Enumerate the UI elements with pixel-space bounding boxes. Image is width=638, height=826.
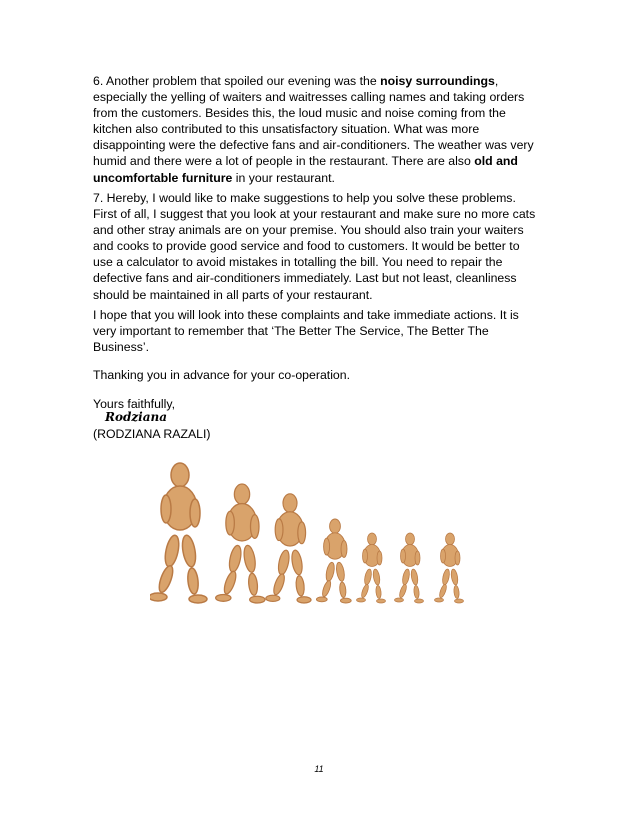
text-segment: kitchen also contributed to this unsatisfactory situation. What was more bbox=[93, 122, 480, 137]
walking-figure bbox=[316, 519, 351, 603]
text-segment: from the customers. Besides this, the loud music and noise coming from the bbox=[93, 106, 506, 121]
text-line bbox=[93, 153, 543, 169]
bold-text: uncomfortable furniture bbox=[93, 170, 233, 185]
closing-line: Yours faithfully, bbox=[93, 397, 176, 411]
text-segment: in your restaurant. bbox=[232, 170, 335, 185]
text-line: should be maintained in all parts of your restaurant. bbox=[93, 287, 373, 302]
walking-figure bbox=[395, 533, 424, 603]
text-line: and cooks to provide good service and food to customers. It would be better to bbox=[93, 239, 520, 254]
text-line: I hope that you will look into these complaints and take immediate actions. It is bbox=[93, 308, 519, 322]
walking-figure bbox=[216, 484, 265, 603]
text-segment: disappointing were the defective fans and air-conditioners. The weather was very bbox=[93, 138, 534, 153]
paragraph-hope bbox=[93, 307, 543, 355]
text-line: Business’. bbox=[93, 340, 150, 355]
text-line bbox=[93, 170, 543, 186]
text-line bbox=[93, 137, 543, 153]
text-line bbox=[93, 105, 543, 121]
bold-text: noisy surroundings bbox=[380, 74, 495, 88]
text-line: First of all, I suggest that you look at your restaurant and make sure no more cats bbox=[93, 207, 536, 222]
text-segment: especially the yelling of waiters and waitresses calling names and taking orders bbox=[93, 90, 525, 105]
walking-figure bbox=[435, 533, 464, 603]
text-line bbox=[93, 121, 543, 137]
text-segment: humid and there were a lot of people in the restaurant. There are also bbox=[93, 154, 475, 169]
text-line: use a calculator to avoid mistakes in totalling the bill. You need to repair the bbox=[93, 255, 503, 270]
page-number: 11 bbox=[314, 764, 324, 774]
text-line: 7. Hereby, I would like to make suggestions to help you solve these problems. bbox=[93, 191, 516, 205]
text-line: and other stray animals are on your premise. You should also train your waiters bbox=[93, 223, 524, 238]
signer-name: (RODZIANA RAZALI) bbox=[93, 427, 211, 441]
text-line: very important to remember that ‘The Better The Service, The Better The bbox=[93, 324, 489, 339]
text-line: defective fans and air-conditioners immediately. Last but not least, cleanliness bbox=[93, 271, 517, 286]
paragraph-7 bbox=[93, 190, 543, 303]
walking-figures-illustration bbox=[150, 455, 480, 605]
text-line bbox=[93, 73, 543, 89]
walking-figure bbox=[266, 494, 311, 603]
walking-figure bbox=[357, 533, 386, 603]
signature: Rodziana bbox=[105, 410, 168, 424]
thanks-line: Thanking you in advance for your co-operation. bbox=[93, 368, 351, 382]
text-segment: , bbox=[494, 74, 499, 88]
bold-text: old and bbox=[474, 154, 518, 169]
walking-figure bbox=[150, 463, 207, 603]
paragraph-6 bbox=[93, 73, 543, 186]
text-segment: 6. Another problem that spoiled our evening was the bbox=[93, 74, 381, 88]
text-line bbox=[93, 89, 543, 105]
